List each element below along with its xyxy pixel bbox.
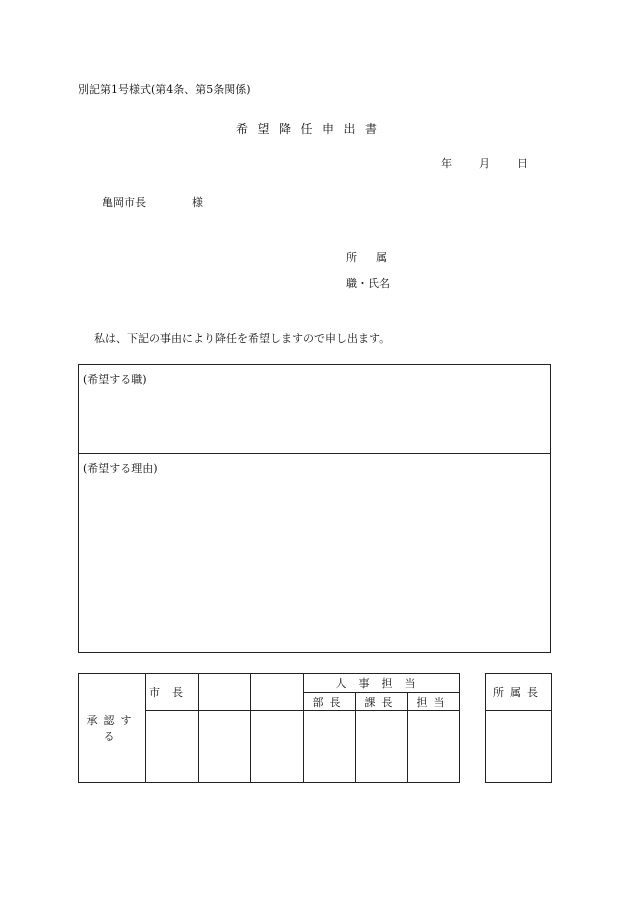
tanto-seal-cell[interactable]: [408, 711, 460, 783]
affiliation-head-header: 所属長: [486, 674, 552, 711]
hr-col-tanto: 担当: [408, 693, 460, 711]
desired-position-label: (希望する職): [83, 373, 147, 386]
hr-group-header: 人事担当: [304, 674, 460, 693]
addressee-name: 亀岡市長: [102, 196, 146, 209]
blank-header-1: [199, 674, 251, 711]
mayor-header: 市長: [146, 674, 199, 711]
date-month[interactable]: 月: [479, 157, 490, 170]
blank-seal-cell-2[interactable]: [251, 711, 304, 783]
form-id: 別記第1号様式(第4条、第5条関係): [78, 83, 251, 96]
blank-seal-cell-1[interactable]: [199, 711, 251, 783]
request-box: [78, 364, 551, 653]
affiliation-head-table: [485, 673, 552, 783]
affiliation-label: 所属: [346, 251, 406, 264]
position-name-label: 職・氏名: [346, 277, 390, 290]
blank-header-2: [251, 674, 304, 711]
approval-table: [78, 673, 460, 783]
reason-field[interactable]: [79, 454, 550, 652]
date-day[interactable]: 日: [517, 157, 528, 170]
hr-col-kacho: 課長: [356, 693, 408, 711]
mayor-seal-cell[interactable]: [146, 711, 199, 783]
bucho-seal-cell[interactable]: [304, 711, 356, 783]
addressee: [102, 194, 203, 210]
hr-col-bucho: 部長: [304, 693, 356, 711]
reason-label: (希望する理由): [83, 462, 158, 475]
addressee-honorific: 様: [192, 196, 203, 209]
desired-position-field[interactable]: [79, 365, 550, 454]
date-year[interactable]: 年: [441, 157, 452, 170]
kacho-seal-cell[interactable]: [356, 711, 408, 783]
affiliation-head-seal-cell[interactable]: [486, 711, 552, 783]
approve-label: 承認する: [79, 674, 146, 783]
document-title: 希望降任申出書: [236, 122, 387, 136]
date-row: [441, 155, 528, 171]
statement-text: 私は、下記の事由により降任を希望しますので申し出ます。: [94, 332, 391, 345]
